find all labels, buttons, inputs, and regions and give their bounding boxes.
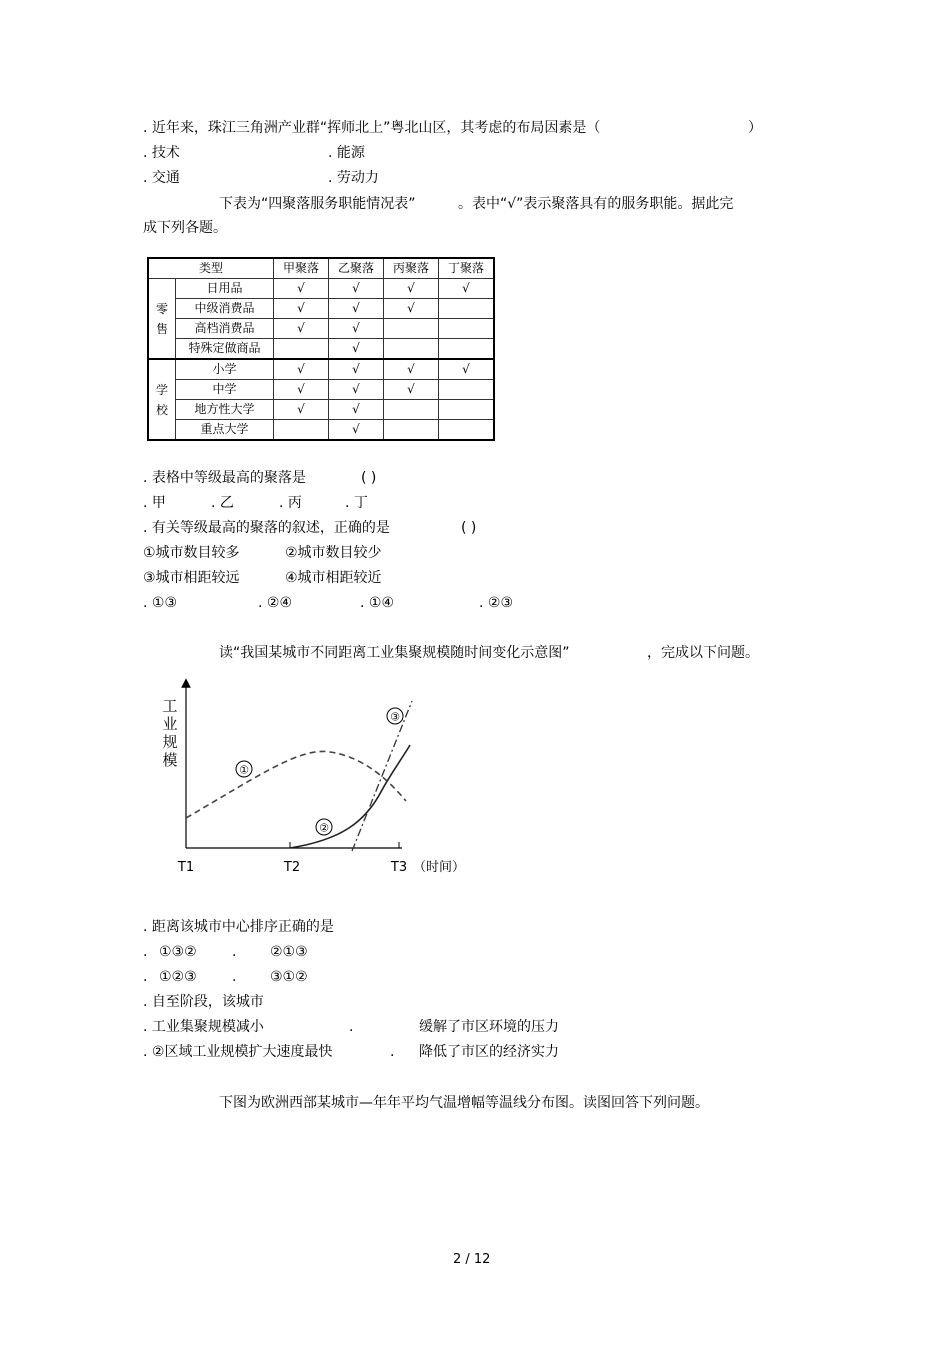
q3-stem: . 有关等级最高的聚落的叙述，正确的是 [143, 520, 390, 536]
series-1-label: ① [239, 763, 249, 777]
q5-stem: . 自至阶段，该城市 [143, 994, 264, 1010]
series-1-line [186, 751, 406, 818]
q5-option-d: 降低了市区的经济实力 [419, 1044, 559, 1060]
q2-option-a: . 甲 [143, 495, 166, 511]
intro3-text: 下图为欧洲西部某城市—年年平均气温增幅等温线分布图。读图回答下列问题。 [219, 1095, 709, 1111]
settlement-function-table [147, 257, 495, 441]
table-cell: √ [329, 319, 384, 339]
q4-option-c-dot: . [143, 969, 148, 985]
table-cell: √ [439, 359, 495, 380]
q4-option-d-dot: . [232, 969, 237, 985]
table-row-name: 中学 [176, 380, 274, 400]
table-cell [384, 400, 439, 420]
table-cell: √ [274, 279, 329, 299]
table-row-name: 重点大学 [176, 420, 274, 441]
intro1-line1-b: 。表中“√”表示聚落具有的服务职能。据此完 [458, 196, 734, 212]
intro2-text-a: 读“我国某城市不同距离工业集聚规模随时间变化示意图” [219, 645, 570, 661]
q3-option-a: . ①③ [143, 595, 178, 611]
table-cell: √ [329, 279, 384, 299]
q3-option-b: . ②④ [258, 595, 293, 611]
q5-option-c: . ②区域工业规模扩大速度最快 [143, 1044, 333, 1060]
q2-paren: ( ) [361, 470, 377, 486]
q5-option-a: . 工业集聚规模减小 [143, 1019, 264, 1035]
table-cell: √ [329, 400, 384, 420]
table-cell [439, 380, 495, 400]
table-cell: √ [384, 279, 439, 299]
q4-option-d: ③①② [270, 969, 308, 985]
series-3-label: ③ [390, 710, 400, 724]
table-header-yi: 乙聚落 [329, 258, 384, 279]
table-header-bing: 丙聚落 [384, 258, 439, 279]
q3-statement-2: ②城市数目较少 [285, 545, 382, 561]
x-tick-label-t1: T1 [177, 860, 195, 875]
table-row-name: 高档消费品 [176, 319, 274, 339]
table-cell [384, 420, 439, 441]
table-cell: √ [274, 299, 329, 319]
table-cell: √ [329, 380, 384, 400]
table-group-school: 学校 [148, 359, 176, 440]
q3-statement-1: ①城市数目较多 [143, 545, 240, 561]
q5-option-b: 缓解了市区环境的压力 [419, 1019, 559, 1035]
table-cell [274, 339, 329, 360]
q4-option-a: ①③② [159, 944, 197, 960]
table-cell: √ [329, 359, 384, 380]
table-cell [384, 319, 439, 339]
q2-stem: . 表格中等级最高的聚落是 [143, 470, 306, 486]
table-row-name: 日用品 [176, 279, 274, 299]
q2-option-d: . 丁 [345, 495, 368, 511]
q4-stem: . 距离该城市中心排序正确的是 [143, 919, 334, 935]
intro1-line1-a: 下表为“四聚落服务职能情况表” [219, 196, 416, 212]
q4-option-c: ①②③ [159, 969, 197, 985]
q4-option-b: ②①③ [270, 944, 308, 960]
q1-option-d: . 劳动力 [328, 170, 379, 186]
q3-option-d: . ②③ [479, 595, 514, 611]
x-axis-label: （时间） [413, 860, 466, 875]
table-row-name: 地方性大学 [176, 400, 274, 420]
q3-statement-4: ④城市相距较近 [285, 570, 382, 586]
table-header-jia: 甲聚落 [274, 258, 329, 279]
y-axis-label-char: 规 [162, 733, 178, 751]
table-cell [384, 339, 439, 360]
intro1-line2: 成下列各题。 [143, 220, 227, 236]
q1-option-a: . 技术 [143, 145, 180, 161]
series-2-label: ② [319, 821, 329, 835]
table-cell: √ [274, 359, 329, 380]
table-cell: √ [384, 380, 439, 400]
table-group-retail: 零售 [148, 279, 176, 360]
table-cell: √ [329, 299, 384, 319]
q5-option-d-dot: . [390, 1044, 395, 1060]
series-3-line [352, 701, 412, 851]
q3-statement-3: ③城市相距较远 [143, 570, 240, 586]
table-header-type: 类型 [148, 258, 274, 279]
q1-close-paren: ） [748, 120, 762, 136]
q4-option-a-dot: . [143, 944, 148, 960]
page-number: 2 / 12 [453, 1252, 491, 1267]
q3-option-c: . ①④ [360, 595, 395, 611]
q2-option-b: . 乙 [211, 495, 234, 511]
q5-option-b-dot: . [349, 1019, 354, 1035]
table-row-name: 中级消费品 [176, 299, 274, 319]
table-header-ding: 丁聚落 [439, 258, 495, 279]
table-cell [439, 339, 495, 360]
table-cell [274, 420, 329, 441]
table-cell [439, 319, 495, 339]
q2-option-c: . 丙 [279, 495, 302, 511]
table-cell [439, 299, 495, 319]
q3-paren: ( ) [461, 520, 477, 536]
y-axis-label-char: 工 [162, 697, 178, 715]
table-cell: √ [329, 339, 384, 360]
x-tick-label-t3: T3 [390, 860, 408, 875]
industry-scale-chart [150, 675, 480, 885]
table-cell: √ [384, 359, 439, 380]
table-cell: √ [274, 319, 329, 339]
q1-option-c: . 交通 [143, 170, 180, 186]
table-cell: √ [274, 380, 329, 400]
q1-stem: . 近年来，珠江三角洲产业群“挥师北上”粤北山区，其考虑的布局因素是（ [143, 120, 601, 136]
series-2-line [290, 745, 410, 848]
table-row-name: 特殊定做商品 [176, 339, 274, 360]
table-cell [439, 420, 495, 441]
table-cell: √ [439, 279, 495, 299]
q1-option-b: . 能源 [328, 145, 365, 161]
table-cell: √ [274, 400, 329, 420]
q4-option-b-dot: . [232, 944, 237, 960]
intro2-text-b: ，完成以下问题。 [647, 645, 759, 661]
x-tick-label-t2: T2 [283, 860, 301, 875]
y-axis-label-char: 模 [162, 751, 178, 769]
table-cell: √ [384, 299, 439, 319]
table-cell: √ [329, 420, 384, 441]
table-row-name: 小学 [176, 359, 274, 380]
table-cell [439, 400, 495, 420]
y-axis-label-char: 业 [162, 715, 178, 733]
